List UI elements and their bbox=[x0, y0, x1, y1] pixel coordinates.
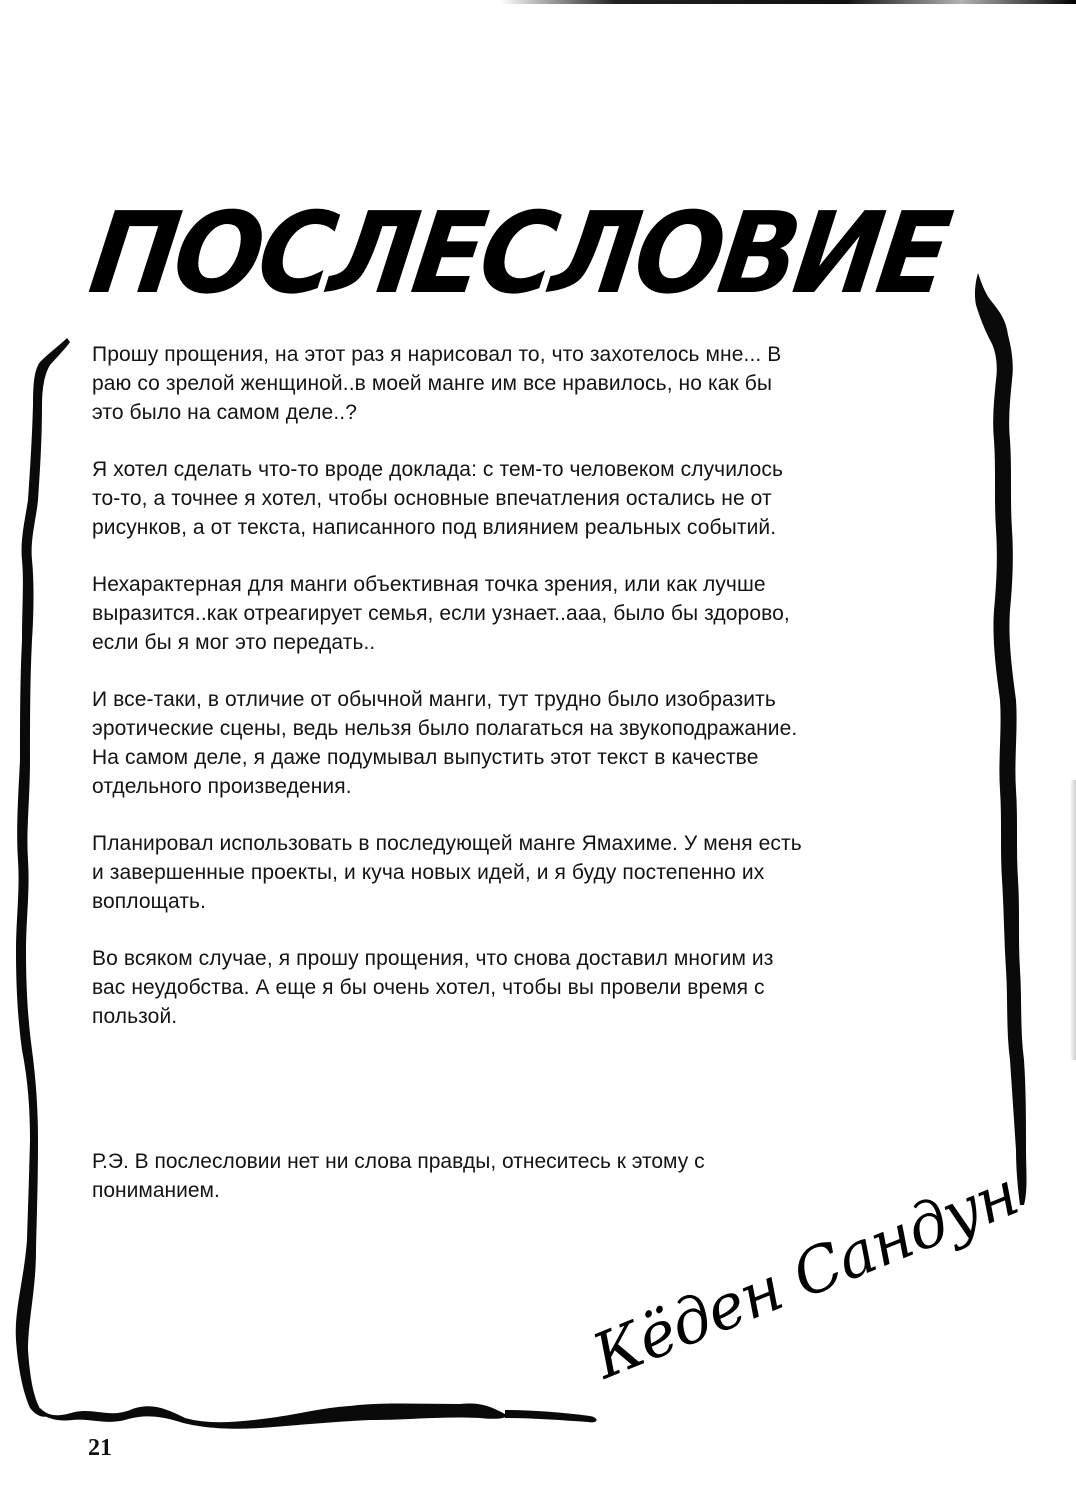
paragraph: Прошу прощения, на этот раз я нарисовал то, что захотелось мне... В раю со зрелой женщиной..в моей манге им все нравилось, но как бы это было на самом деле..? bbox=[92, 343, 782, 424]
paragraph: И все-таки, в отличие от обычной манги, тут трудно было изобразить эротические сцены, ведь нельзя было полагаться на звукоподражание. На самом деле, я даже подумывал выпустить этот текст в качестве отдельного произведения. bbox=[92, 688, 798, 798]
afterword-body bbox=[92, 340, 962, 1059]
paragraph: Нехарактерная для манги объективная точка зрения, или как лучше выразится..как отреагирует семья, если узнает..ааа, было бы здорово, если бы я мог это передать.. bbox=[92, 573, 790, 654]
postscript: Р.Э. В послесловии нет ни слова правды, отнеситесь к этому с пониманием. bbox=[92, 1150, 705, 1202]
paragraph: Во всяком случае, я прошу прощения, что снова доставил многим из вас неудобства. А еще я бы очень хотел, чтобы вы провели время с пользой. bbox=[92, 947, 774, 1028]
brush-stroke-bottom-tail bbox=[505, 1410, 597, 1422]
page-number: 21 bbox=[88, 1435, 112, 1461]
page-title: ПОСЛЕСЛОВИЕ bbox=[82, 187, 955, 319]
paragraph: Планировал использовать в последующей манге Ямахиме. У меня есть и завершенные проекты, и куча новых идей, и я буду постепенно их воплощать. bbox=[92, 832, 802, 913]
brush-stroke-right bbox=[975, 273, 1027, 1205]
author-signature: Кёден Сандун bbox=[582, 1156, 1028, 1393]
paragraph: Я хотел сделать что-то вроде доклада: с тем-то человеком случилось то-то, а точнее я хотел, чтобы основные впечатления остались не от рисунков, а от текста, написанного под влиянием реальных событий. bbox=[92, 458, 784, 539]
brush-stroke-left bbox=[16, 338, 70, 1417]
brush-stroke-bottom bbox=[40, 1403, 506, 1428]
